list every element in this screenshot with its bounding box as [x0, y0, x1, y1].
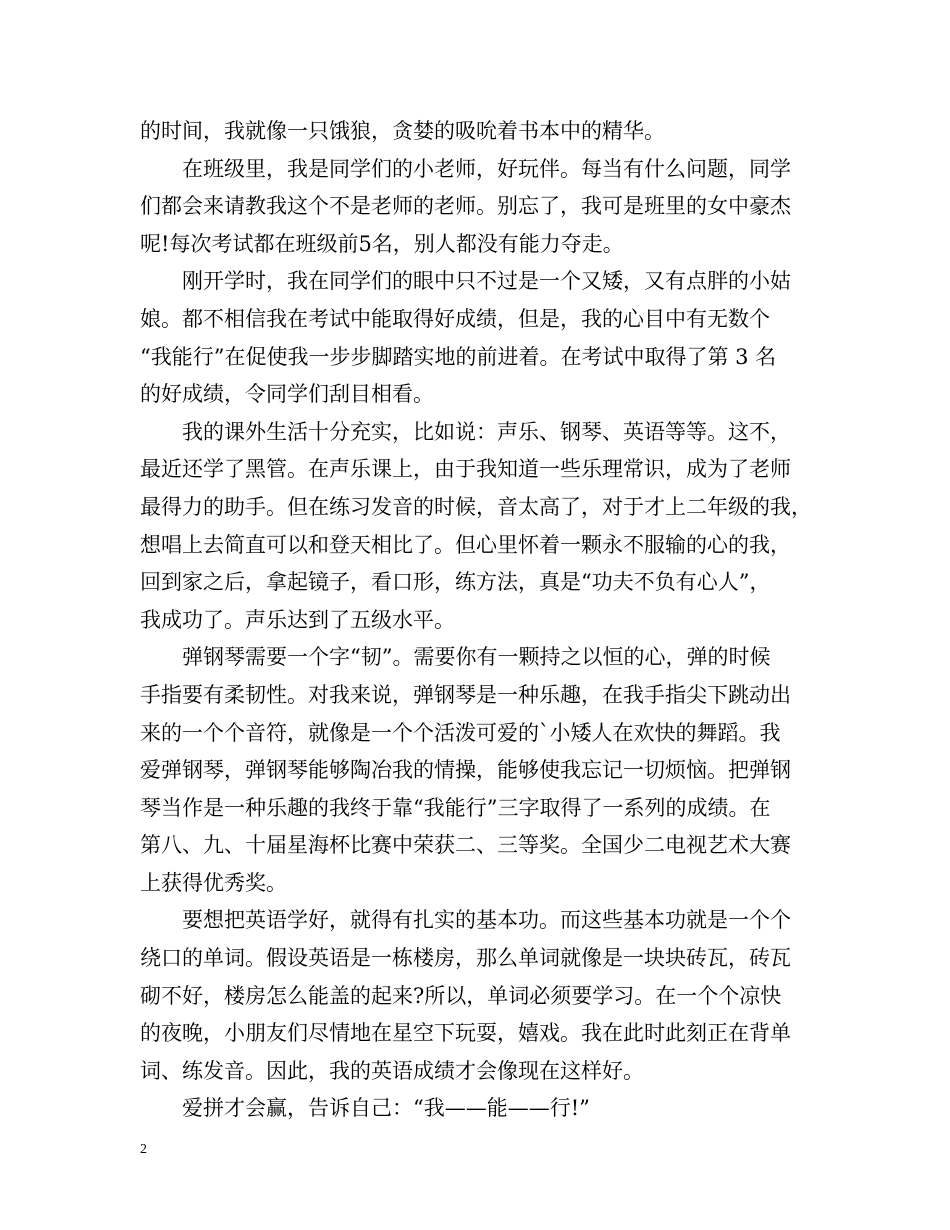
- text-line: 绕口的单词。假设英语是一栋楼房，那么单词就像是一块块砖瓦，砖瓦: [140, 946, 791, 971]
- text-line: 的好成绩，令同学们刮目相看。: [140, 382, 434, 407]
- text-line: 呢!每次考试都在班级前5名，别人都没有能力夺走。: [140, 231, 624, 256]
- text-line: 在班级里，我是同学们的小老师，好玩伴。每当有什么问题，同学: [182, 156, 791, 181]
- text-line: 们都会来请教我这个不是老师的老师。别忘了，我可是班里的女中豪杰: [140, 194, 791, 219]
- text-line: “我能行”在促使我一步步脚踏实地的前进着。在考试中取得了第 3 名: [140, 344, 777, 369]
- text-line: 娘。都不相信我在考试中能取得好成绩，但是，我的心目中有无数个: [140, 306, 770, 331]
- text-line: 上获得优秀奖。: [140, 870, 287, 895]
- text-line: 琴当作是一种乐趣的我终于靠“我能行”三字取得了一系列的成绩。在: [140, 795, 771, 820]
- text-line: 来的一个个音符，就像是一个个活泼可爱的`小矮人在欢快的舞蹈。我: [140, 720, 781, 745]
- text-line: 爱拼才会赢，告诉自己：“我——能——行!”: [182, 1096, 590, 1121]
- text-line: 爱弹钢琴，弹钢琴能够陶冶我的情操，能够使我忘记一切烦恼。把弹钢: [140, 758, 791, 783]
- text-line: 最得力的助手。但在练习发音的时候，音太高了，对于才上二年级的我，: [140, 494, 812, 519]
- text-line: 回到家之后，拿起镜子，看口形，练方法，真是“功夫不负有心人”，: [140, 570, 771, 595]
- text-line: 我成功了。声乐达到了五级水平。: [140, 607, 455, 632]
- text-line: 我的课外生活十分充实，比如说：声乐、钢琴、英语等等。这不，: [182, 419, 791, 444]
- text-line: 第八、九、十届星海杯比赛中荣获二、三等奖。全国少二电视艺术大赛: [140, 833, 791, 858]
- text-line: 要想把英语学好，就得有扎实的基本功。而这些基本功就是一个个: [182, 908, 791, 933]
- text-line: 最近还学了黑管。在声乐课上，由于我知道一些乐理常识，成为了老师: [140, 457, 791, 482]
- text-line: 弹钢琴需要一个字“韧”。需要你有一颗持之以恒的心，弹的时候: [182, 645, 771, 670]
- text-line: 的夜晚，小朋友们尽情地在星空下玩耍，嬉戏。我在此时此刻正在背单: [140, 1021, 791, 1046]
- text-line: 刚开学时，我在同学们的眼中只不过是一个又矮，又有点胖的小姑: [182, 269, 791, 294]
- text-line: 词、练发音。因此，我的英语成绩才会像现在这样好。: [140, 1058, 644, 1083]
- text-line: 手指要有柔韧性。对我来说，弹钢琴是一种乐趣，在我手指尖下跳动出: [140, 682, 791, 707]
- text-line: 想唱上去简直可以和登天相比了。但心里怀着一颗永不服输的心的我，: [140, 532, 791, 557]
- text-line: 砌不好，楼房怎么能盖的起来?所以，单词必须要学习。在一个个凉快: [140, 983, 782, 1008]
- page-number: 2: [140, 1142, 147, 1157]
- body-text: [140, 113, 820, 1128]
- text-line: 的时间，我就像一只饿狼，贪婪的吸吮着书本中的精华。: [140, 119, 665, 143]
